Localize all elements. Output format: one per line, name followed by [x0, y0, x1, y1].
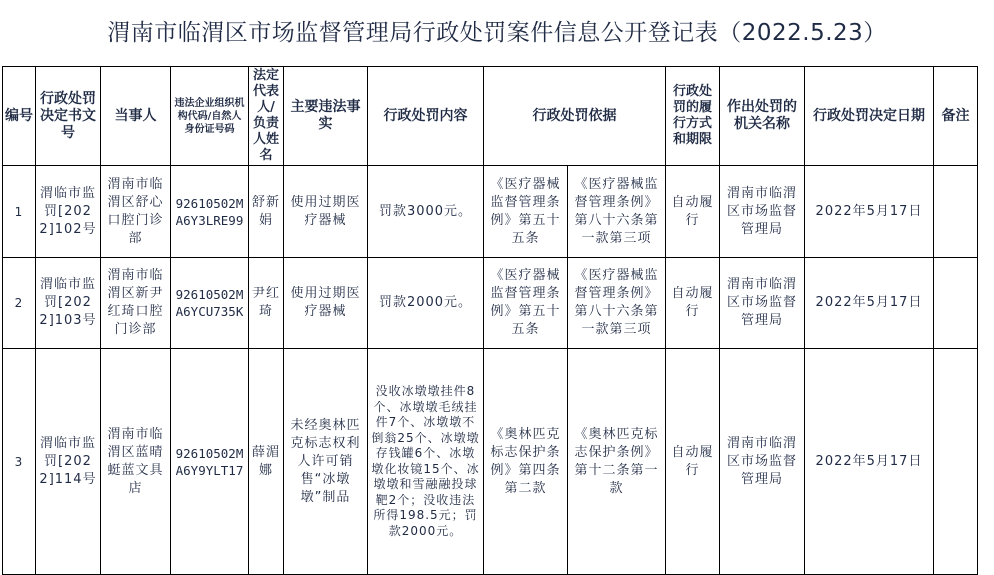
header-remark: 备注 [934, 67, 978, 166]
row-authority: 渭南市临渭区市场监督管理局 [720, 166, 805, 258]
row-authority: 渭南市临渭区市场监督管理局 [720, 258, 805, 349]
row-remark [934, 166, 978, 258]
header-legal-rep: 法定代表人/负责人姓名 [249, 67, 284, 166]
header-basis: 行政处罚依据 [484, 67, 666, 166]
row-basis-a: 《医疗器械监督管理条例》第五十五条 [484, 258, 568, 349]
page-title: 渭南市临渭区市场监督管理局行政处罚案件信息公开登记表（2022.5.23） [107, 20, 887, 46]
row-index: 1 [3, 166, 36, 258]
row-basis-a: 《医疗器械监督管理条例》第五十五条 [484, 166, 568, 258]
row-index: 2 [3, 258, 36, 349]
row-party: 渭南市临渭区蓝晴蜓蓝文具店 [101, 349, 171, 575]
row-doc-no: 渭临市监罚[2022]102号 [36, 166, 101, 258]
row-party: 渭南市临渭区新尹红琦口腔门诊部 [101, 258, 171, 349]
row-basis-a: 《奥林匹克标志保护条例》第四条第二款 [484, 349, 568, 575]
row-fulfillment: 自动履行 [666, 166, 720, 258]
row-basis-b: 《奥林匹克标志保护条例》第十二条第一款 [568, 349, 666, 575]
row-fulfillment: 自动履行 [666, 258, 720, 349]
header-violation: 主要违法事实 [284, 67, 368, 166]
header-authority: 作出处罚的机关名称 [720, 67, 805, 166]
row-violation: 使用过期医疗器械 [284, 166, 368, 258]
row-basis-b: 《医疗器械监督管理条例》第八十六条第一款第三项 [568, 166, 666, 258]
header-penalty: 行政处罚内容 [368, 67, 484, 166]
row-legal-rep: 尹红琦 [249, 258, 284, 349]
row-authority: 渭南市临渭区市场监督管理局 [720, 349, 805, 575]
row-credit-code: 92610502MA6YCU735K [171, 258, 249, 349]
header-index: 编号 [3, 67, 36, 166]
row-credit-code: 92610502MA6Y9YLT17 [171, 349, 249, 575]
header-fulfillment: 行政处罚的履行方式和期限 [666, 67, 720, 166]
row-violation: 未经奥林匹克标志权利人许可销售“冰墩墩”制品 [284, 349, 368, 575]
header-date: 行政处罚决定日期 [805, 67, 934, 166]
row-fulfillment: 自动履行 [666, 349, 720, 575]
row-legal-rep: 舒新娟 [249, 166, 284, 258]
row-basis-b: 《医疗器械监督管理条例》第八十六条第一款第三项 [568, 258, 666, 349]
row-penalty: 罚款3000元。 [368, 166, 484, 258]
row-date: 2022年5月17日 [805, 258, 934, 349]
penalty-table [2, 66, 978, 575]
row-index: 3 [3, 349, 36, 575]
table-row [3, 166, 978, 258]
row-date: 2022年5月17日 [805, 349, 934, 575]
row-penalty: 罚款2000元。 [368, 258, 484, 349]
row-remark [934, 258, 978, 349]
row-violation: 使用过期医疗器械 [284, 258, 368, 349]
row-penalty: 没收冰墩墩挂件8个、冰墩墩毛绒挂件7个、冰墩墩不倒翁25个、冰墩墩存钱罐6个、冰墩墩化妆镜15个、冰墩墩和雪融融投球靶2个；没收违法所得198.5元；罚款2000元。 [368, 349, 484, 575]
row-doc-no: 渭临市监罚[2022]103号 [36, 258, 101, 349]
header-row [3, 67, 978, 166]
row-doc-no: 渭临市监罚[2022]114号 [36, 349, 101, 575]
table-row [3, 258, 978, 349]
row-party: 渭南市临渭区舒心口腔门诊部 [101, 166, 171, 258]
table-row [3, 349, 978, 575]
header-credit-code: 违法企业组织机构代码/自然人身份证号码 [171, 67, 249, 166]
row-credit-code: 92610502MA6Y3LRE99 [171, 166, 249, 258]
header-party: 当事人 [101, 67, 171, 166]
row-legal-rep: 薛湄娜 [249, 349, 284, 575]
row-remark [934, 349, 978, 575]
header-doc-no: 行政处罚决定书文号 [36, 67, 101, 166]
row-date: 2022年5月17日 [805, 166, 934, 258]
